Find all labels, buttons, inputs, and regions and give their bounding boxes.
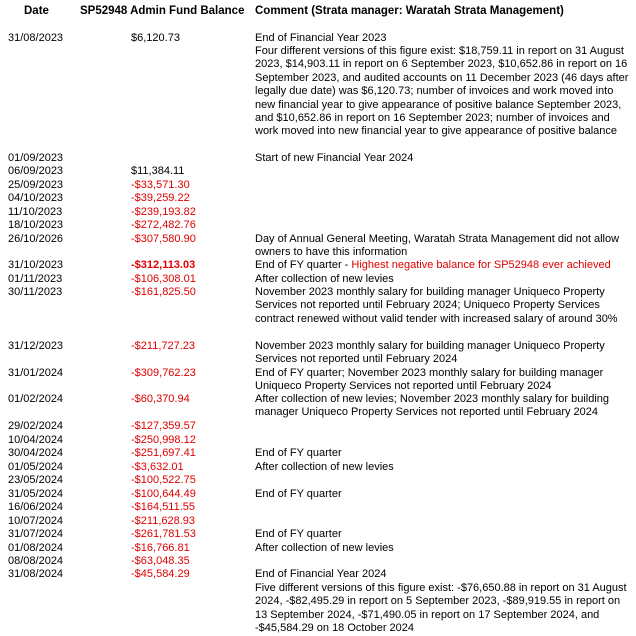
row-date: 29/02/2024 (8, 420, 64, 432)
row-balance: -$161,825.50 (131, 286, 196, 298)
row-date: 31/10/2023 (8, 259, 64, 271)
row-balance: -$272,482.76 (131, 219, 196, 231)
row-date: 11/10/2023 (8, 206, 63, 218)
row-date: 10/07/2024 (8, 515, 64, 527)
row-date: 16/06/2024 (8, 501, 64, 513)
header-date: Date (24, 5, 49, 17)
row-comment: Five different versions of this figure exist: -$76,650.88 in report on 31 August 2024, -$82,495.29 in report on 5 September 2023, -$89,919.55 in report on 13 September 2024, -$71,490.05 in report on 17 September 2024, and -$45,584.29 on 18 October 2024 (255, 582, 627, 635)
row-date: 31/08/2023 (8, 32, 64, 44)
row-balance: -$60,370.94 (131, 393, 190, 405)
row-comment: End of FY quarter (255, 488, 342, 500)
row-date: 26/10/2026 (8, 233, 64, 245)
row-date: 31/12/2023 (8, 340, 64, 352)
row-date: 01/02/2024 (8, 393, 64, 405)
row-date: 30/11/2023 (8, 286, 63, 298)
row-date: 01/05/2024 (8, 461, 64, 473)
row-balance: -$39,259.22 (131, 192, 190, 204)
row-balance: -$3,632.01 (131, 461, 184, 473)
header-comment: Comment (Strata manager: Waratah Strata Management) (255, 5, 564, 17)
row-date: 04/10/2023 (8, 192, 64, 204)
row-balance: -$261,781.53 (131, 528, 196, 540)
row-date: 30/04/2024 (8, 447, 64, 459)
row-balance: -$100,644.49 (131, 488, 196, 500)
row-balance: $11,384.11 (131, 165, 185, 177)
row-balance: -$250,998.12 (131, 434, 196, 446)
row-comment: End of Financial Year 2024 (255, 568, 387, 580)
row-date: 01/08/2024 (8, 542, 64, 554)
row-comment: November 2023 monthly salary for building manager Uniqueco Property Services not reported until February 2024 (255, 340, 605, 366)
row-comment: November 2023 monthly salary for building manager Uniqueco Property Services not reported until February 2024; Uniqueco Property Services contract renewed without valid tender with increased salary of around 30% (255, 286, 618, 325)
row-balance: -$211,727.23 (131, 340, 196, 352)
row-balance: -$45,584.29 (131, 568, 190, 580)
row-comment: End of FY quarter; November 2023 monthly salary for building manager Uniqueco Property Services not reported until February 2024 (255, 367, 604, 393)
row-comment: After collection of new levies (255, 461, 394, 473)
row-comment-highlight: Highest negative balance for SP52948 ever achieved (351, 259, 611, 271)
row-balance: -$307,580.90 (131, 233, 196, 245)
row-date: 06/09/2023 (8, 165, 64, 177)
row-balance: -$251,697.41 (131, 447, 196, 459)
row-comment (255, 259, 631, 272)
row-balance: -$211,628.93 (131, 515, 196, 527)
row-balance: -$106,308.01 (131, 273, 196, 285)
row-comment: After collection of new levies (255, 542, 394, 554)
row-date: 25/09/2023 (8, 179, 64, 191)
row-comment: Four different versions of this figure exist: $18,759.11 in report on 31 August 2023, $14,903.11 in report on 6 September 2023, $10,652.86 in report on 16 September 2023, and audited accounts on 11 December 2023 (46 days after legally due date) was $6,120.73; number of invoices and work moved into new financial year to give appearance of positive balance September 2023, and $10,652.86 in report on 16 September 2023; number of invoices and work moved into new financial year to give appearance of positive balance (255, 45, 629, 138)
row-balance: -$100,522.75 (131, 474, 196, 486)
row-date: 01/09/2023 (8, 152, 64, 164)
row-comment: Day of Annual General Meeting, Waratah Strata Management did not allow owners to have this information (255, 233, 620, 259)
row-comment-text: End of FY quarter - (255, 259, 352, 271)
row-balance: -$127,359.57 (131, 420, 196, 432)
header-balance: SP52948 Admin Fund Balance (80, 5, 245, 17)
row-date: 18/10/2023 (8, 219, 64, 231)
row-balance: -$164,511.55 (131, 501, 196, 513)
row-comment: After collection of new levies (255, 273, 394, 285)
row-date: 31/08/2024 (8, 568, 64, 580)
row-balance: -$239,193.82 (131, 206, 196, 218)
row-date: 31/05/2024 (8, 488, 64, 500)
row-date: 23/05/2024 (8, 474, 64, 486)
row-date: 31/01/2024 (8, 367, 64, 379)
row-date: 31/07/2024 (8, 528, 64, 540)
row-comment: End of FY quarter (255, 528, 342, 540)
row-comment: End of Financial Year 2023 (255, 32, 387, 44)
row-date: 08/08/2024 (8, 555, 64, 567)
row-balance: -$63,048.35 (131, 555, 190, 567)
row-date: 10/04/2024 (8, 434, 64, 446)
row-balance: -$309,762.23 (131, 367, 196, 379)
row-comment: End of FY quarter (255, 447, 342, 459)
row-balance: -$312,113.03 (131, 259, 196, 271)
row-balance: -$33,571.30 (131, 179, 190, 191)
row-date: 01/11/2023 (8, 273, 63, 285)
row-comment: After collection of new levies; November 2023 monthly salary for building manager Uniqueco Property Services not reported until February 2024 (255, 393, 610, 419)
row-balance: $6,120.73 (131, 32, 180, 44)
row-balance: -$16,766.81 (131, 542, 190, 554)
row-comment: Start of new Financial Year 2024 (255, 152, 414, 164)
